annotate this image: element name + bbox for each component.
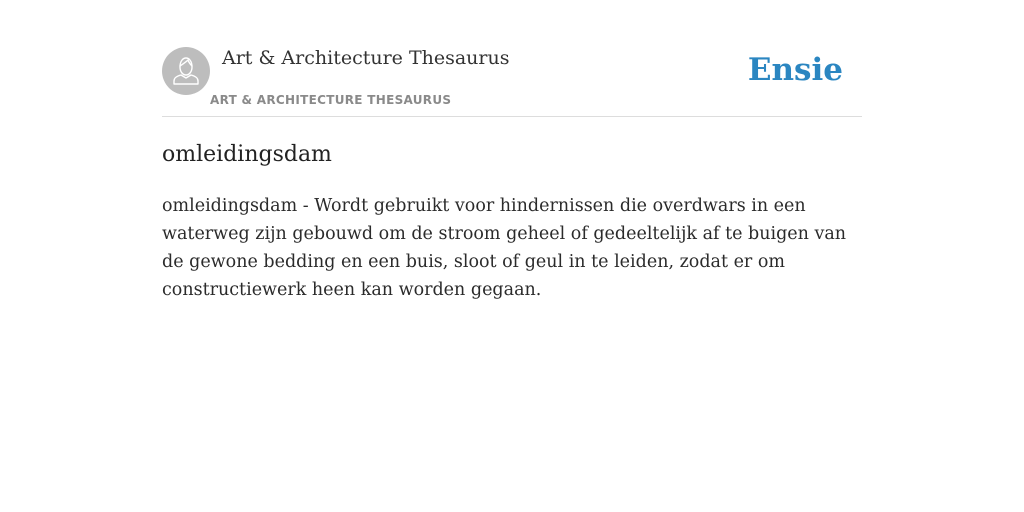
author-name-link[interactable]: Art & Architecture Thesaurus <box>222 47 510 69</box>
entry-title: omleidingsdam <box>162 142 332 167</box>
user-icon <box>162 47 210 95</box>
avatar[interactable] <box>162 47 210 95</box>
entry-definition: omleidingsdam - Wordt gebruikt voor hindernissen die overdwars in een waterweg zijn gebouwd om de stroom geheel of gedeeltelijk af te buigen van de gewone bedding en een buis, sloot of geul in te leiden, zodat er om constructiewerk heen kan worden gegaan. <box>162 196 847 300</box>
ensie-logo[interactable]: Ensie <box>747 52 843 88</box>
source-label[interactable]: ART & ARCHITECTURE THESAURUS <box>210 93 452 107</box>
header <box>162 0 862 117</box>
